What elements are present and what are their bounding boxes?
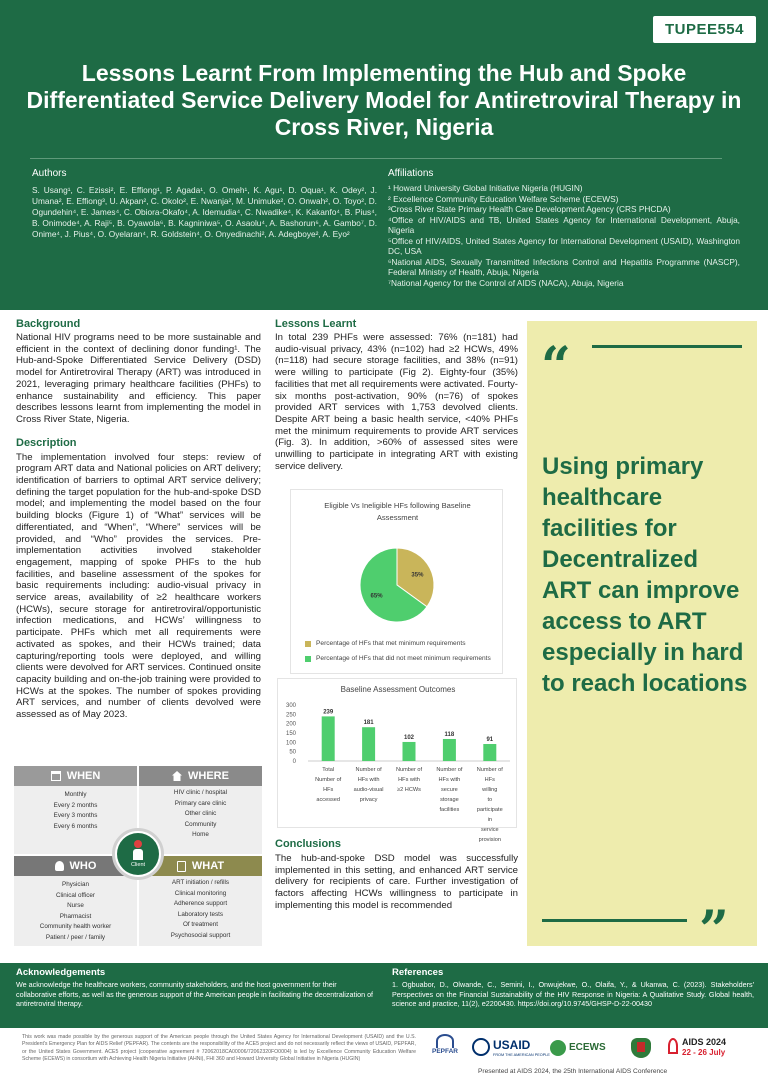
references-heading: References <box>392 967 444 978</box>
legend-label: Percentage of HFs that did not meet minimum requirements <box>316 655 491 662</box>
y-tick-label: 0 <box>292 759 296 765</box>
when-items <box>14 790 137 832</box>
background-text: National HIV programs need to be more sustainable and efficient in the context of declining donor funding¹. The Hub-and-Spoke Differentiated Service Delivery (DSD) model for Antiretroviral Therapy (ART) was introduced in 2021, leveraging primary healthcare facilities (PHFs) to enhance sustainability and efficiency. This paper describes lessons learnt from implementing the model in Cross River State, Nigeria. <box>16 332 261 425</box>
bar-chart-panel <box>277 678 517 843</box>
calendar-icon <box>51 771 61 781</box>
affiliation-item: ² Excellence Community Education Welfare Scheme (ECEWS) <box>388 193 619 204</box>
description-heading: Description <box>16 436 77 449</box>
open-quote-icon: “ <box>541 336 571 397</box>
where-item: Community <box>184 820 217 828</box>
who-item: Patient / peer / family <box>45 933 106 941</box>
affiliations-heading: Affiliations <box>388 168 434 179</box>
legend-label: Percentage of HFs that met minimum requirements <box>316 640 466 647</box>
when-item: Monthly <box>64 791 87 798</box>
y-tick-label: 200 <box>285 721 296 728</box>
affiliation-item: ⁵Office of HIV/AIDS, United States Agency for International Development (USAID), Washington DC, USA <box>388 235 740 256</box>
red-ribbon-icon <box>668 1038 678 1054</box>
who-item: Physician <box>62 881 89 888</box>
ecews-label: ECEWS <box>569 1042 606 1053</box>
affiliations-list <box>388 183 740 288</box>
header-banner <box>0 0 768 310</box>
x-tick-label: Total Number of HFs accessed <box>315 767 342 803</box>
what-item: Of treatment <box>183 921 218 928</box>
person-icon <box>55 861 64 871</box>
pie-legend <box>305 640 501 662</box>
when-header <box>14 766 137 786</box>
ecews-logo <box>550 1038 610 1062</box>
legend-item <box>305 640 501 647</box>
where-item: Other clinic <box>184 810 217 817</box>
what-items <box>139 878 262 941</box>
background-heading: Background <box>16 318 81 330</box>
where-item: Home <box>192 831 209 838</box>
when-item: Every 3 months <box>53 812 98 819</box>
usaid-tagline: FROM THE AMERICAN PEOPLE <box>493 1053 550 1057</box>
conclusions-section <box>275 838 518 912</box>
affiliation-item: ¹ Howard University Global Initiative Nigeria (HUGIN) <box>388 183 583 193</box>
x-tick-label: Number of HFs with secure storage facilities <box>436 767 463 813</box>
where-header <box>139 766 262 786</box>
usaid-seal-icon <box>472 1038 490 1056</box>
usaid-label: USAID <box>493 1038 531 1052</box>
left-column <box>16 318 261 721</box>
pepfar-logo <box>425 1034 465 1066</box>
quote-top-rule <box>592 345 742 348</box>
affiliation-item: ⁴Office of HIV/AIDS and TB, United States Agency for International Development, Abuja, Nigeria <box>388 214 740 235</box>
aids-label: AIDS 2024 <box>682 1037 727 1047</box>
bar-chart-title: Baseline Assessment Outcomes <box>340 685 456 694</box>
quote-bottom-rule <box>542 919 687 922</box>
authors-heading: Authors <box>32 168 67 179</box>
what-item: Clinical monitoring <box>174 889 227 897</box>
pie-chart-panel <box>290 489 503 674</box>
where-items <box>139 788 262 841</box>
who-item: Pharmacist <box>59 912 92 920</box>
y-tick-label: 300 <box>285 703 296 709</box>
bar-value-label: 239 <box>323 709 334 716</box>
bar <box>483 744 496 761</box>
bar-chart <box>278 679 518 843</box>
what-item: Psychosocial support <box>170 931 231 939</box>
pie-chart-title: Eligible Vs Ineligible HFs following Baseline Assessment <box>324 501 471 522</box>
x-tick-label: Number of HFs with ≥2 HCWs <box>395 767 423 793</box>
pie-slice-label: 65% <box>370 593 383 600</box>
what-title: WHAT <box>191 860 225 872</box>
authors-list: S. Usang¹, C. Ezissi², E. Effiong¹, P. Agada¹, O. Omeh¹, K. Agu¹, D. Oqua¹, K. Odey², J. Umana², E. Effiong³, U. Akpan², C. Okolo², E. Nwanja², M. Unimuke², O. Onwah², O. Toyo², D. Ogundehin⁴, E. James⁴, C. Obiora-Okafo⁴, A. Idemudia⁴, C. Nwadike⁴, K. Kakanfo⁴, B. Pius⁴, B. Onimode⁴, A. Raji⁵, B. Oyawola⁶, B. Kagniniwa⁵, O. Asaolu⁴, A. Bashorun⁶, A. Gambo⁷, D. Onime⁴, J. Pius⁴, O. Oyelaran⁴, R. Goldstein⁴, O. Onyedinachi², A. Adegboye², A. Eyo² <box>32 185 377 239</box>
aids-dates: 22 - 26 July <box>682 1048 726 1057</box>
key-message-panel <box>527 321 757 961</box>
lessons-heading: Lessons Learnt <box>275 318 357 330</box>
who-title: WHO <box>69 860 97 872</box>
home-icon <box>172 771 182 781</box>
y-tick-label: 250 <box>285 712 296 719</box>
legend-swatch <box>305 641 311 647</box>
acknowledgements-heading: Acknowledgements <box>16 967 106 978</box>
bar <box>403 742 416 761</box>
bar-value-label: 91 <box>486 737 494 744</box>
conclusions-heading: Conclusions <box>275 838 342 850</box>
client-circle <box>117 833 159 875</box>
coat-of-arms-center <box>637 1042 645 1052</box>
bar <box>322 716 335 761</box>
who-items <box>14 880 137 943</box>
close-quote-icon: ” <box>699 900 729 961</box>
where-item: Primary care clinic <box>174 799 227 807</box>
bar-value-label: 118 <box>444 731 455 738</box>
y-tick-label: 150 <box>285 731 296 737</box>
where-title: WHERE <box>188 770 229 782</box>
pepfar-label: PEPFAR <box>431 1048 458 1055</box>
usaid-logo <box>472 1036 550 1064</box>
poster-title: Lessons Learnt From Implementing the Hub and Spoke Differentiated Service Delivery Model for Antiretroviral Therapy in Cross River, Nigeria <box>26 60 742 140</box>
nigeria-coat-of-arms-icon <box>628 1036 654 1062</box>
who-item: Nurse <box>67 902 84 909</box>
pepfar-emblem-icon <box>436 1034 454 1048</box>
aids-2024-logo <box>668 1036 758 1064</box>
y-tick-label: 50 <box>289 749 296 756</box>
client-icon <box>134 840 142 848</box>
clipboard-icon <box>177 861 186 872</box>
key-message: Using primary healthcare facilities for Decentralized ART can improve access to ART especially in hard to reach locations <box>542 453 748 697</box>
x-tick-label: Number of HFs with audio-visual privacy <box>353 767 384 803</box>
where-item: HIV clinic / hospital <box>173 789 228 796</box>
bar <box>443 739 456 761</box>
who-item: Community health worker <box>39 923 112 930</box>
when-item: Every 2 months <box>53 801 98 809</box>
bar-value-label: 181 <box>363 720 374 727</box>
who-item: Clinical officer <box>55 891 96 899</box>
description-text: The implementation involved four steps: review of program ART data and National policies on ART delivery; identification of barriers to optimal ART service delivery; defining the target population for the hub-and-spoke DSD model; and implementing the model based on the four building blocks (Figure 1) of “What” services will be differentiated, and “When”, “Where” services will be provided, and “Who” provides the services. Pre-implementation activities involved stakeholder engagement, mapping of spoke PHFs to the hub facilities, and baseline assessment of the spokes for basic requirements including: audio-visual privacy in service areas, availability of ≥2 healthcare workers (HCWs), secure storage for antiretroviral/opportunistic infection medications, and HCWs’ willingness to participate. PHFs which met all requirements were activated as spokes, and their HCWs trained; data capturing/reporting tools were deployed, and willing clients were devolved for ART services. Continued onsite capacity building and on-the-job training were provided to HCWs at the spokes. The number of spokes providing ART services, and number of clients devolved were assessed as of May 2023. <box>16 451 261 721</box>
lessons-text: In total 239 PHFs were assessed: 76% (n=181) had audio-visual privacy, 43% (n=102) had ≥2 HCWs, 49% (n=118) had secure storage facilities, and 38% (n=91) were willing to participate (Fig 2). Eighty-four (35%) facilities that met all requirements were activated. Fourty-six months post-activation, 90% (n=76) of spokes provided ART services with 1,753 devolved clients. Despite ART being a basic health service, <40% PHFs met the minimum requirements to provide ART services (Fig. 3). In addition, >60% of assessed sites were unwilling to participate in integrating ART with existing service delivery. <box>275 332 518 472</box>
client-body <box>133 849 143 860</box>
conclusions-text: The hub-and-spoke DSD model was successfully implemented in this setting, and enhanced ART service delivery for recipients of care. Further investigation of factors affecting HCWs willingness to participate in implementing this model is recommended <box>275 853 518 911</box>
affiliation-item: ³Cross River State Primary Health Care Development Agency (CRS PHCDA) <box>388 204 671 214</box>
acknowledgements-text: We acknowledge the healthcare workers, community stakeholders, and the host government for their collaborative efforts, as well as the generous support of the American people in facilitating the decentralization of antiretroviral therapy. <box>16 980 374 1009</box>
client-label: Client <box>130 862 146 868</box>
header-divider <box>30 158 722 159</box>
bar-value-label: 102 <box>403 734 415 741</box>
when-title: WHEN <box>66 770 101 782</box>
pie-slice-label: 35% <box>411 572 424 579</box>
references-text: 1. Ogbuabor, D., Olwande, C., Semini, I., Onwujekwe, O., Olaifa, Y., & Ukanwa, C. (2023). Stakeholders' Perspectives on the Financial Sustainability of the HIV Response in Nigeria: A Qualitative Study. Global health, science and practice, 11(2), e2200430. https://doi.org/10.9745/GHSP-D-22-00430 <box>392 980 754 1009</box>
building-blocks-diagram <box>14 766 262 946</box>
y-tick-label: 100 <box>285 740 296 747</box>
presented-at-text: Presented at AIDS 2024, the 25th International AIDS Conference <box>478 1068 668 1075</box>
footer-band <box>0 963 768 1028</box>
bottom-strip <box>0 1028 768 1086</box>
bar <box>362 727 375 761</box>
funding-disclaimer: This work was made possible by the generous support of the American people through the United States Agency for International Development (USAID) and the U.S. President's Emergency Plan for AIDS Relief (PEPFAR). The contents are the responsibility of the ACE5 project and do not necessarily reflect the views of USAID, PEPFAR, or the United States Government. ACE5 project (cooperative agreement # 72062018CA00006/72062320FO0004) is led by Excellence Community Education Welfare Scheme (ECEWS) in consortium with Achieving Health Nigeria Initiative (AHNi), FHI 360 and Howard University Global Initiative in Nigeria (HUGIN) <box>22 1034 416 1062</box>
ecews-emblem-icon <box>550 1040 566 1056</box>
x-tick-label: Number of HFs willing to participate in service provision <box>476 767 503 843</box>
what-item: ART initiation / refills <box>171 879 230 886</box>
what-item: Laboratory tests <box>177 910 224 918</box>
middle-column <box>275 318 518 472</box>
affiliation-item: ⁶National AIDS, Sexually Transmitted Infections Control and Hepatitis Programme (NASCP), Federal Ministry of Health, Abuja, Nigeria <box>388 256 740 277</box>
what-item: Adherence support <box>173 900 228 907</box>
affiliation-item: ⁷National Agency for the Control of AIDS (NACA), Abuja, Nigeria <box>388 277 624 288</box>
legend-item <box>305 655 501 662</box>
abstract-code-tag: TUPEE554 <box>653 16 756 43</box>
legend-swatch <box>305 656 311 662</box>
when-item: Every 6 months <box>53 822 98 830</box>
